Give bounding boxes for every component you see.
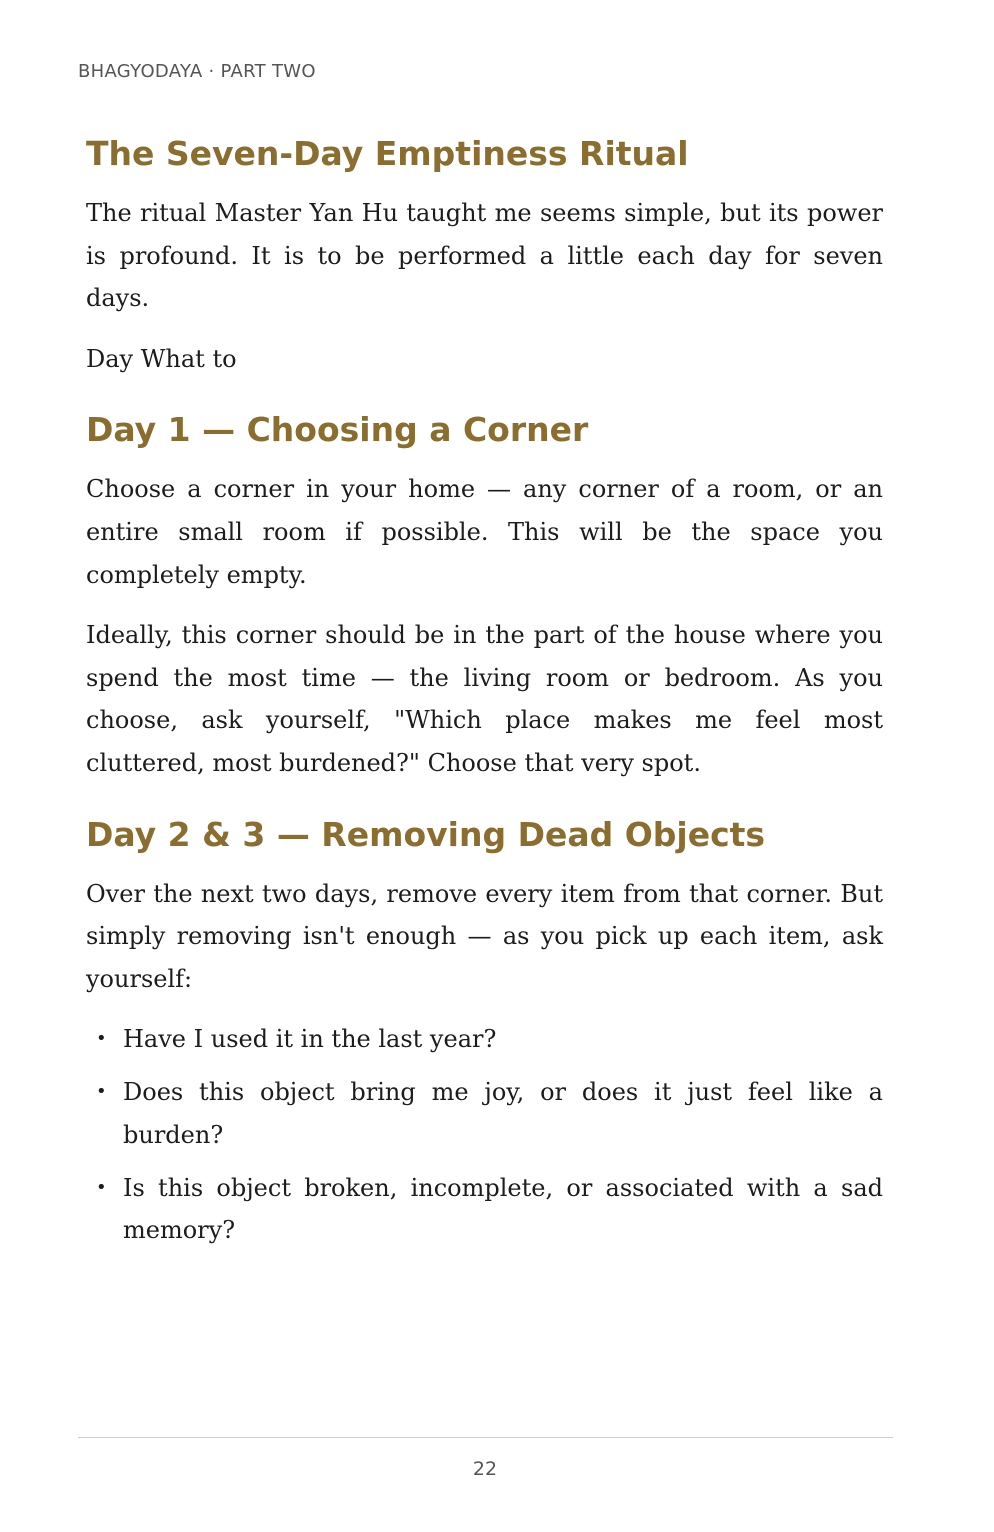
question-list <box>86 1018 883 1252</box>
body-paragraph: Ideally, this corner should be in the part of the house where you spend the most time — the living room or bedroom. As you choose, ask yourself, "Which place makes me feel most cluttered, most burdened?" Choose that very spot. <box>86 621 883 777</box>
body-paragraph: Day What to <box>86 344 237 373</box>
list-item <box>86 1071 883 1156</box>
bullet-icon: • <box>96 1081 107 1103</box>
list-item-text: Is this object broken, incomplete, or associated with a sad memory? <box>123 1173 883 1245</box>
bullet-icon: • <box>96 1028 107 1050</box>
footer-divider <box>78 1437 893 1438</box>
list-item <box>86 1018 883 1061</box>
list-item <box>86 1167 883 1252</box>
page-number: 22 <box>472 1458 498 1480</box>
bullet-icon: • <box>96 1176 107 1198</box>
running-header: BHAGYODAYA · PART TWO <box>78 61 316 82</box>
body-paragraph: Choose a corner in your home — any corner of a room, or an entire small room if possible. This will be the space you completely empty. <box>86 475 883 589</box>
body-paragraph: The ritual Master Yan Hu taught me seems simple, but its power is profound. It is to be performed a little each day for seven days. <box>86 199 883 313</box>
page-body <box>86 132 883 1262</box>
section-heading: The Seven-Day Emptiness Ritual <box>86 134 689 173</box>
list-item-text: Have I used it in the last year? <box>123 1025 497 1054</box>
body-paragraph: Over the next two days, remove every item from that corner. But simply removing isn't enough — as you pick up each item, ask yourself: <box>86 879 883 993</box>
list-item-text: Does this object bring me joy, or does it just feel like a burden? <box>123 1078 883 1149</box>
section-heading: Day 1 — Choosing a Corner <box>86 410 589 450</box>
section-heading: Day 2 & 3 — Removing Dead Objects <box>86 814 766 854</box>
